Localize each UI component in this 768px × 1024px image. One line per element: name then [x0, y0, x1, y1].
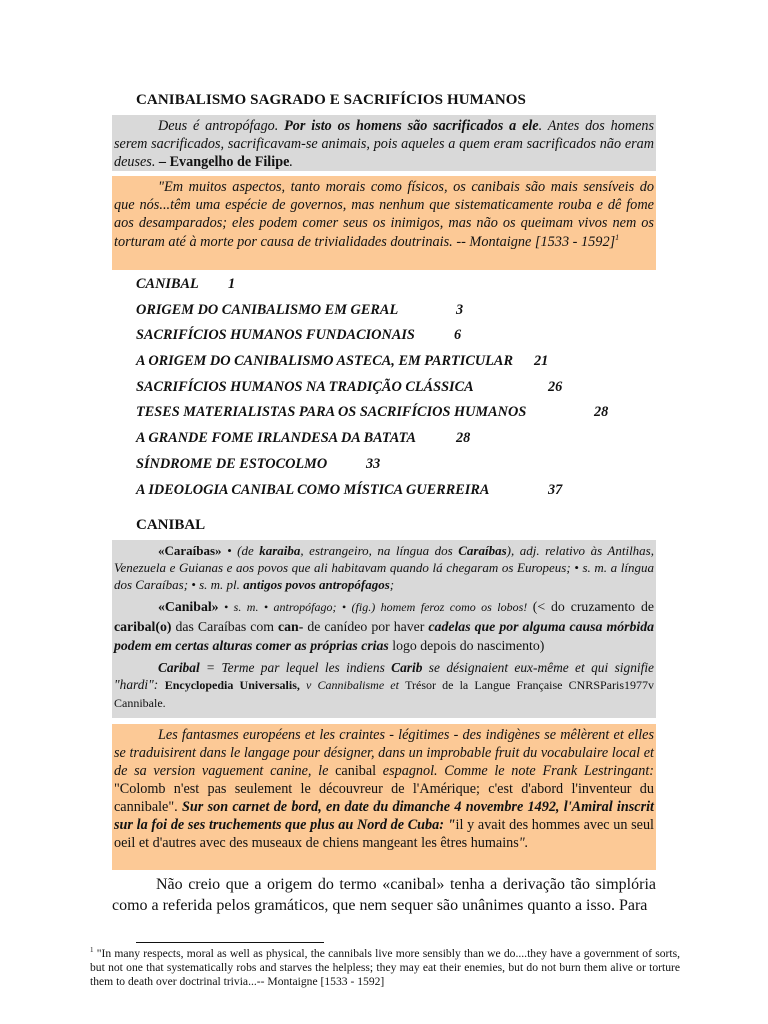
quote-text: Les fantasmes européens et les craintes - légitimes - des indigènes se mêlèrent et elles se traduisirent dans le langage pour désigner, dans un improbable fruit du vocabulaire local et de sa version vaguement canine, le [114, 727, 654, 779]
toc-page: 1 [228, 276, 236, 292]
toc-label: SACRIFÍCIOS HUMANOS NA TRADIÇÃO CLÁSSICA [136, 378, 474, 395]
epigraph-source: – Evangelho de Filipe [158, 154, 290, 170]
toc-page: 3 [456, 301, 464, 318]
quote-text: espagnol. Comme le note Frank Lestringant: [376, 763, 654, 779]
footnote-number: 1 [90, 946, 94, 955]
toc-label: SACRIFÍCIOS HUMANOS FUNDACIONAIS [136, 327, 415, 344]
def-text: Encyclopedia Universalis, [164, 678, 300, 692]
def-text: karaiba [259, 543, 301, 558]
toc-label: ORIGEM DO CANIBALISMO EM GERAL [136, 301, 399, 318]
toc-label: A ORIGEM DO CANIBALISMO ASTECA, EM PARTICULAR [136, 353, 513, 370]
def-text: de canídeo por haver [303, 619, 429, 634]
toc-entry[interactable] [136, 302, 656, 328]
toc-entry[interactable] [136, 276, 656, 302]
toc-page: 6 [454, 327, 462, 344]
toc-entry[interactable] [136, 379, 656, 405]
def-text: ), adj. relativo às Antilhas, Venezuela e Guianas e aos povos que ali habitavam quando lá chegaram os Europeus; • s. m. a língua dos Caraíbas; • s. m. pl. [114, 543, 654, 592]
def-text: antigos povos antropófagos [243, 577, 390, 592]
def-text: Caraíbas [458, 543, 507, 558]
toc-page: 37 [548, 481, 563, 498]
def-text: das Caraíbas com [171, 619, 279, 634]
def-text: se désignaient eux-même et qui signifie "hardi": [114, 660, 654, 692]
definition-caraibas [114, 542, 654, 593]
footnote-divider [136, 942, 324, 943]
toc-label: A IDEOLOGIA CANIBAL COMO MÍSTICA GUERREIRA [136, 481, 490, 498]
document-title: CANIBALISMO SAGRADO E SACRIFÍCIOS HUMANOS [136, 92, 526, 108]
toc-page: 33 [366, 455, 381, 472]
quote-text: Sur son carnet de bord, en date du dimanche 4 novembre 1492, l'Amiral inscrit sur la foi de ses truchements que plus au Nord de Cuba: " [114, 799, 654, 833]
toc-page: 28 [594, 404, 609, 421]
body-text: Não creio que a origem do termo «canibal» tenha a derivação tão simplória como a referida pelos gramáticos, que nem sequer são unânimes quanto a isso. Para [112, 876, 656, 914]
def-term: «Caraíbas» [158, 543, 222, 558]
toc-entry[interactable] [136, 327, 656, 353]
toc-page: 26 [548, 378, 563, 395]
epigraph-gospel-philip [112, 115, 656, 171]
def-text: can- [278, 619, 304, 634]
toc-label: SÍNDROME DE ESTOCOLMO [136, 455, 328, 472]
def-text: (< do cruzamento de [532, 599, 654, 614]
quote-text: ". [518, 835, 529, 851]
lestringant-quote [112, 724, 656, 870]
montaigne-quote-text: "Em muitos aspectos, tanto morais como físicos, os canibais são mais sensíveis do que nós...têm uma espécie de governos, mas nenhum que sistematicamente rouba e dê fome aos desamparados; eles podem comer seus os inimigos, mas não os queimam vivos nem os torturam até à morte por causa de trivialidades doutrinais. -- Montaigne [1533 - 1592] [114, 179, 654, 250]
def-term: «Canibal» [158, 599, 219, 614]
toc-page: 21 [534, 353, 549, 370]
def-text: v Cannibalisme et [299, 678, 406, 692]
epigraph-text-bold: Por isto os homens são sacrificados a ele [284, 118, 539, 134]
toc-entry[interactable] [136, 456, 656, 482]
def-text: • s. m. • antropófago; • (fig.) homem feroz como os lobos! [218, 600, 533, 614]
def-text: logo depois do nascimento) [388, 638, 545, 653]
toc-entry[interactable] [136, 430, 656, 456]
def-text: caribal(o) [114, 619, 172, 634]
def-text: cadelas que por alguma causa mórbida podem em certas alturas comer as próprias crias [114, 619, 654, 653]
toc-page: 28 [456, 430, 471, 447]
quote-text: canibal [335, 763, 377, 779]
footnote [90, 947, 680, 989]
toc-label: TESES MATERIALISTAS PARA OS SACRIFÍCIOS HUMANOS [136, 404, 527, 421]
epigraph-text-1: Deus é antropófago. [158, 118, 285, 134]
def-text: Carib [391, 660, 423, 675]
definition-canibal [114, 597, 654, 655]
quote-text: "Colomb n'est pas seulement le découvreur de l'Amérique; c'est d'abord l'inventeur du cannibale". [114, 781, 654, 815]
def-text: = Terme par lequel les indiens [199, 660, 392, 675]
def-text: • (de [221, 543, 260, 558]
def-text: , estrangeiro, na língua dos [300, 543, 459, 558]
section-title: CANIBAL [136, 517, 206, 533]
quote-text: il y avait des hommes avec un seul oeil et d'autres avec des museaux de chiens mangeant les êtres humains [114, 817, 654, 851]
definitions-box [112, 540, 656, 718]
def-text: Trésor de la Langue Française CNRSParis1977v Cannibale. [114, 678, 654, 710]
toc-label: A GRANDE FOME IRLANDESA DA BATATA [136, 430, 417, 447]
toc-label: CANIBAL [136, 276, 199, 292]
toc-entry[interactable] [136, 482, 656, 508]
epigraph-montaigne [112, 176, 656, 270]
epigraph-text-2: . Antes dos homens serem sacrificados, sacrificavam-se animais, pois aqueles a quem eram sacrificados não eram deuses. [114, 118, 654, 170]
footnote-text: "In many respects, moral as well as physical, the cannibals live more sensibly than we do....they have a government of sorts, but not one that systematically robs and starves the helpless; they may eat their enemies, but do not burn them alive or torture them to death over doctrinal trivia...-- Montaigne [1533 - 1592] [90, 947, 680, 988]
toc-entry[interactable] [136, 404, 656, 430]
def-text: ; [389, 577, 395, 592]
definition-caribal [114, 659, 654, 712]
footnote-ref[interactable]: 1 [615, 232, 620, 242]
table-of-contents [136, 276, 656, 507]
epigraph-end: . [289, 154, 293, 170]
def-term: Caribal [158, 660, 200, 675]
body-paragraph [112, 874, 656, 916]
toc-entry[interactable] [136, 353, 656, 379]
